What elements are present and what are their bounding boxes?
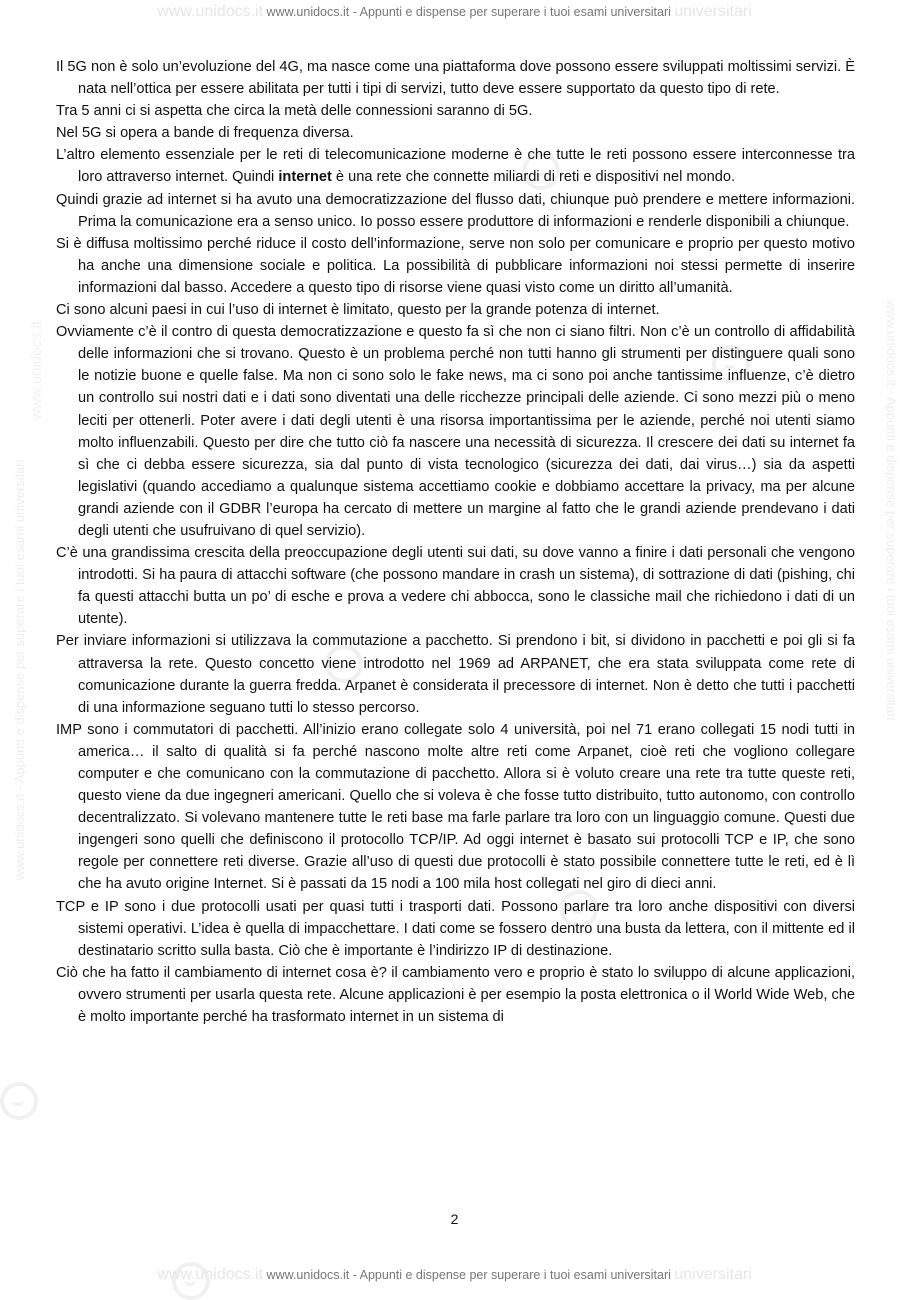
watermark-text: www.unidocs.it - Appunti e dispense per superare i tuoi esami universitari: [266, 5, 671, 19]
paragraph: Quindi grazie ad internet si ha avuto una democratizzazione del flusso dati, chiunque può prendere e mettere informazioni. Prima la comunicazione era a senso unico. Io posso essere produttore di informazioni e renderle disponibili a chiunque.: [56, 191, 855, 230]
paragraph: Ciò che ha fatto il cambiamento di internet cosa è? il cambiamento vero e proprio è stato lo sviluppo di alcune applicazioni, ovvero strumenti per usarla questa rete. Alcune applicazioni è per esempio la posta elettronica o il World Wide Web, che è molto importante perché ha trasformato internet in un sistema di: [56, 964, 855, 1026]
watermark-ghost-right: universitari: [674, 3, 752, 20]
bold-term: internet: [278, 169, 332, 186]
paragraph: Per inviare informazioni si utilizzava la commutazione a pacchetto. Si prendono i bit, si dividono in pacchetti e poi gli si fa attraversa la rete. Questo concetto viene introdotto nel 1969 ad ARPANET, che era stata sviluppata come rete di comunicazione durante la guerra fredda. Arpanet è considerata il precessore di internet. Non è detto che tutti i pacchetti di una informazione seguano tutti lo stesso percorso.: [56, 633, 855, 716]
paragraph: Nel 5G si opera a bande di frequenza diversa.: [56, 125, 354, 142]
paragraph: [56, 144, 855, 188]
watermark-ghost-left: www.unidocs.it: [157, 3, 264, 20]
paragraph: C’è una grandissima crescita della preoccupazione degli utenti sui dati, su dove vanno a finire i dati personali che vengono introdotti. Si ha paura di attacchi software (che possono mandare in crash un sistema), di sottrazione di dati (pishing, chi fa questi attacchi butta un po’ di esche e prova a vedere chi abbocca, sono le classiche mail che richiedono i dati di un utente).: [56, 545, 855, 628]
paragraph: Ci sono alcuni paesi in cui l’uso di internet è limitato, questo per la grande potenza di internet.: [56, 302, 660, 319]
side-watermark-left: www.unidocs.it - Appunti e dispense per superare i tuoi esami universitari: [12, 459, 27, 880]
watermark-ghost-left: www.unidocs.it: [157, 1266, 264, 1283]
watermark-text: www.unidocs.it - Appunti e dispense per superare i tuoi esami universitari: [266, 1268, 671, 1282]
paragraph: TCP e IP sono i due protocolli usati per quasi tutti i trasporti dati. Possono parlare tra loro anche dispositivi con diversi sistemi operativi. L’idea è quella di impacchettare. I dati come se fossero dentro una busta da lettera, con il mittente ed il destinatario scritto sulla basta. Ciò che è importante è l’indirizzo IP di destinazione.: [56, 898, 855, 959]
paragraph: Tra 5 anni ci si aspetta che circa la metà delle connessioni saranno di 5G.: [56, 103, 533, 120]
paragraph-text: L’altro elemento essenziale per le reti di telecomunicazione moderne è che tutte le reti possono essere interconnesse tra loro attraverso internet. Quindi: [56, 147, 855, 186]
side-watermark-right: www.unidocs.it - Appunti e dispense per superare i tuoi esami universitari: [884, 300, 899, 721]
side-watermark-left-faint: www.unidocs.it: [28, 320, 45, 420]
header-watermark: [0, 3, 909, 21]
unidocs-logo-icon: [0, 1082, 38, 1120]
paragraph: Si è diffusa moltissimo perché riduce il costo dell’informazione, serve non solo per comunicare e proprio per questo motivo ha anche una dimensione sociale e politica. La possibilità di pubblicare informazioni noi stessi permette di inserire informazioni dal basso. Accedere a questo tipo di risorse viene quasi visto come un diritto all’umanità.: [56, 235, 855, 296]
document-body: [56, 56, 855, 1028]
paragraph: IMP sono i commutatori di pacchetti. All’inizio erano collegate solo 4 università, poi nel 71 erano collegati 15 nodi tutti in america… il salto di qualità si fa perché nascono molte altre reti come Arpanet, cioè reti che vogliono collegare computer e che comunicano con la commutazione di pacchetto. Allora si è voluto creare una rete tra tutte queste reti, questo viene da due ingegneri americani. Quello che si voleva è che fosse tutto distribuito, tutto autonomo, con controllo decentralizzato. Si volevano mantenere tutte le reti base ma farle parlare tra loro con un linguaggio comune. Questi due ingengeri sono quelli che definiscono il protocollo TCP/IP. Ad oggi internet è basato sui protocolli TCP e IP, che sono regole per connettere reti diverse. Grazie all’uso di questi due protocolli è stato possibile connettere tutte le reti, ed è lì che ha avuto origine Internet. Si è passati da 15 nodi a 100 mila host collegati nel giro di dieci anni.: [56, 721, 855, 893]
paragraph: Il 5G non è solo un’evoluzione del 4G, ma nasce come una piattaforma dove possono essere sviluppati moltissimi servizi. È nata nell’ottica per essere abilitata per tutti i tipi di servizi, tutto deve essere supportato da questo tipo di rete.: [56, 59, 855, 98]
paragraph-text: è una rete che connette miliardi di reti e dispositivi nel mondo.: [331, 169, 736, 186]
page-number: 2: [450, 1211, 459, 1227]
footer-watermark: [0, 1266, 909, 1284]
paragraph: Ovviamente c’è il contro di questa democratizzazione e questo fa sì che non ci siano filtri. Non c’è un controllo di affidabilità delle informazioni che si trovano. Questo è un problema perché non tutti hanno gli strumenti per distinguere quali sono le notizie buone e quelle false. Ma non ci sono solo le fake news, ma ci sono poi anche tantissime influenze, c’è dietro un controllo sui nostri dati e i dati sono diventati una delle ricchezze principali delle aziende. Ci sono mezzi più o meno leciti per ottenerli. Poter avere i dati degli utenti è una risorsa importantissima per le aziende, perché noi utenti siamo molto influenzabili. Questo per dire che tutto ciò fa nascere una necessità di sicurezza. Il crescere dei dati su internet fa sì che ci debba essere sicurezza, sia dal punto di vista tecnologico (sicurezza dei dati, dai virus…) sia da aspetti legislativi (quando accediamo a qualunque sistema accettiamo cookie e dobbiamo accettare la privacy, ma per alcune grandi aziende con il GDBR l’europa ha cercato di mettere un margine al fatto che le grandi aziende prendevano i dati degli utenti che usufruivano di quel servizio).: [56, 324, 855, 539]
watermark-ghost-right: universitari: [674, 1266, 752, 1283]
